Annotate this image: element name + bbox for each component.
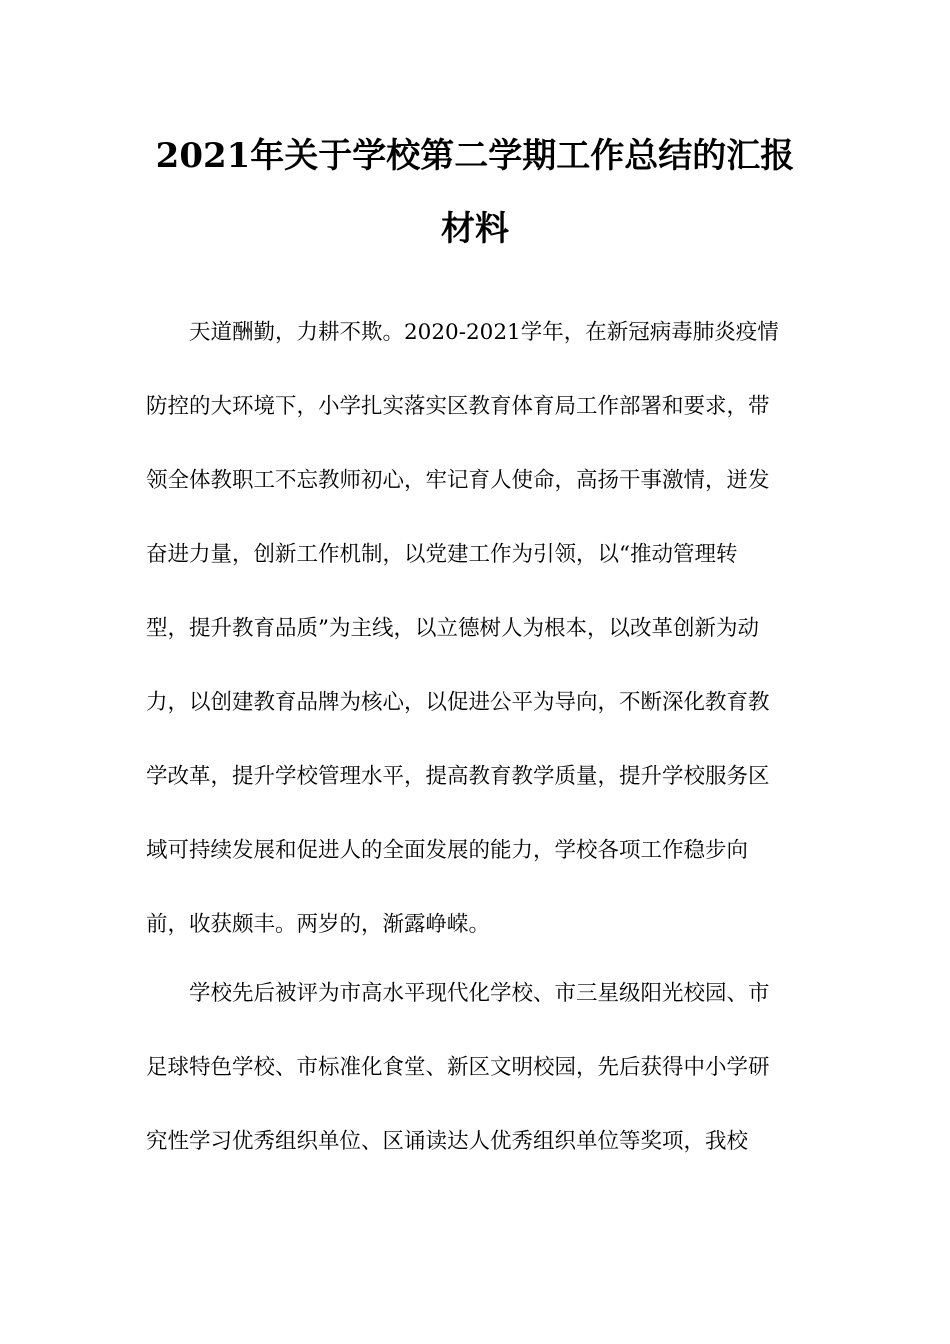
paragraph-1-line-7: 学改革，提升学校管理水平，提高教育教学质量，提升学校服务区: [146, 764, 770, 789]
paragraph-2-line-1: 学校先后被评为市高水平现代化学校、市三星级阳光校园、市: [189, 981, 770, 1006]
paragraph-1-line-9: 前，收获颇丰。两岁的，渐露峥嵘。: [146, 912, 491, 937]
paragraph-1-line-5: 型，提升教育品质”为主线，以立德树人为根本，以改革创新为动: [146, 616, 759, 641]
document-title-line-1: 2021年关于学校第二学期工作总结的汇报: [155, 136, 795, 176]
paragraph-1-line-2: 防控的大环境下，小学扎实落实区教育体育局工作部署和要求，带: [146, 394, 770, 419]
paragraph-1-line-4: 奋进力量，创新工作机制，以党建工作为引领，以“推动管理转: [146, 542, 738, 567]
document-title-line-2: 材料: [441, 209, 509, 249]
paragraph-2-line-2: 足球特色学校、市标准化食堂、新区文明校园，先后获得中小学研: [146, 1055, 770, 1080]
paragraph-1-line-3: 领全体教职工不忘教师初心，牢记育人使命，高扬干事激情，迸发: [146, 468, 770, 493]
paragraph-2-line-3: 究性学习优秀组织单位、区诵读达人优秀组织单位等奖项，我校: [146, 1129, 749, 1154]
paragraph-1-line-6: 力，以创建教育品牌为核心，以促进公平为导向，不断深化教育教: [146, 690, 770, 715]
paragraph-1-line-1: 天道酬勤，力耕不欺。2020-2021学年，在新冠病毒肺炎疫情: [189, 320, 779, 345]
paragraph-1-line-8: 域可持续发展和促进人的全面发展的能力，学校各项工作稳步向: [146, 838, 749, 863]
